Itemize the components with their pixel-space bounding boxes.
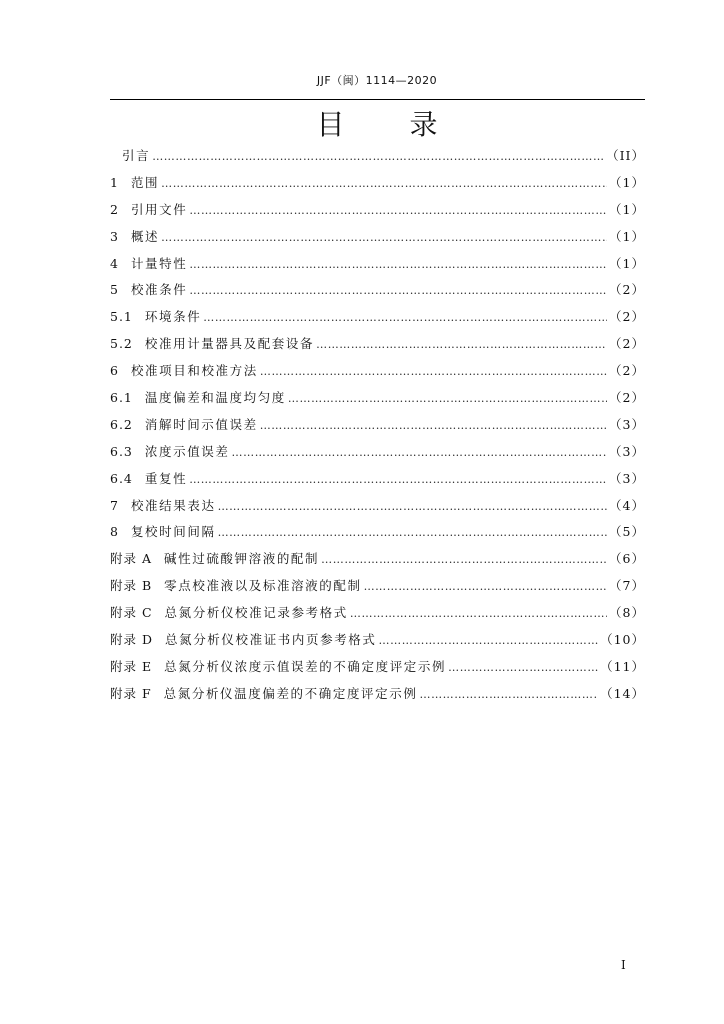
toc-entry-label: 复校时间间隔 [130, 524, 216, 540]
toc-entry-label: 引用文件 [130, 201, 188, 217]
toc-entry-label: 浓度示值误差 [144, 443, 230, 459]
toc-entry-number: 5.2 [110, 336, 133, 352]
toc-entry-page: （11） [600, 658, 645, 674]
toc-entry-page: （1） [609, 255, 645, 271]
toc-entry-number: 8 [110, 524, 119, 540]
toc-dot-leader [189, 198, 607, 225]
table-of-contents [110, 143, 645, 708]
toc-entry-8[interactable] [110, 519, 645, 546]
toc-entry-2[interactable] [110, 197, 645, 224]
toc-entry-label: 重复性 [144, 470, 188, 486]
toc-dot-leader [419, 682, 598, 709]
document-code: JJF（闽）1114—2020 [316, 74, 438, 87]
toc-entry-page: （2） [609, 282, 645, 298]
toc-dot-leader [189, 252, 607, 279]
toc-entry-page: （II） [606, 148, 645, 163]
toc-entry-page: （1） [609, 174, 645, 190]
toc-entry-3[interactable] [110, 224, 645, 251]
toc-entry-label: 环境条件 [144, 309, 202, 325]
toc-entry-6[interactable] [110, 358, 645, 385]
toc-dot-leader [161, 225, 607, 252]
toc-entry-number: 附录 D [110, 632, 153, 648]
toc-dot-leader [189, 467, 607, 494]
toc-entry-page: （2） [609, 390, 645, 406]
toc-entry-page: （2） [609, 363, 645, 379]
toc-entry-label: 总氮分析仪浓度示值误差的不确定度评定示例 [164, 658, 447, 674]
toc-entry-page: （1） [609, 201, 645, 217]
toc-dot-leader [218, 494, 607, 521]
toc-dot-leader [379, 628, 599, 655]
toc-entry-label: 校准用计量器具及配套设备 [144, 336, 315, 352]
toc-entry-5-2[interactable] [110, 331, 645, 358]
toc-dot-leader [232, 440, 608, 467]
toc-dot-leader [321, 547, 607, 574]
toc-entry-label: 温度偏差和温度均匀度 [144, 390, 286, 406]
toc-entry-label: 校准项目和校准方法 [130, 363, 258, 379]
toc-entry-5[interactable] [110, 277, 645, 304]
toc-entry-label: 校准结果表达 [130, 497, 216, 513]
toc-entry-number: 附录 A [110, 551, 153, 567]
toc-entry-label: 总氮分析仪校准证书内页参考格式 [165, 632, 377, 648]
toc-entry-page: （3） [609, 443, 645, 459]
toc-entry-number: 附录 C [110, 605, 153, 621]
toc-entry-4[interactable] [110, 251, 645, 278]
toc-entry-number: 2 [110, 201, 119, 217]
toc-entry-number: 6.3 [110, 443, 133, 459]
page-title: 目 录 [316, 108, 466, 141]
toc-entry-page: （1） [609, 228, 645, 244]
toc-entry-label: 计量特性 [130, 255, 188, 271]
toc-entry-label: 概述 [130, 228, 160, 244]
toc-entry-number: 7 [110, 497, 119, 513]
toc-entry-page: （7） [609, 578, 645, 594]
toc-entry-5-1[interactable] [110, 304, 645, 331]
toc-dot-leader [161, 171, 607, 198]
toc-entry-6-3[interactable] [110, 439, 645, 466]
toc-entry-6-1[interactable] [110, 385, 645, 412]
toc-entry-page: （4） [609, 497, 645, 513]
page-number: I [621, 958, 626, 972]
toc-dot-leader [288, 386, 607, 413]
toc-entry-6-4[interactable] [110, 466, 645, 493]
toc-entry-label: 范围 [130, 174, 160, 190]
toc-entry-appendix-c[interactable] [110, 600, 645, 627]
toc-entry-label: 消解时间示值误差 [144, 416, 258, 432]
toc-entry-page: （3） [609, 416, 645, 432]
toc-entry-number: 4 [110, 255, 119, 271]
toc-entry-label: 零点校准液以及标准溶液的配制 [164, 578, 362, 594]
toc-entry-page: （10） [600, 632, 645, 648]
toc-entry-number: 5 [110, 282, 119, 298]
toc-entry-number: 6.2 [110, 416, 133, 432]
toc-dot-leader [203, 305, 607, 332]
toc-entry-number: 3 [110, 228, 119, 244]
toc-entry-number: 附录 B [110, 578, 153, 594]
toc-entry-appendix-d[interactable] [110, 627, 645, 654]
toc-entry-label: 总氮分析仪温度偏差的不确定度评定示例 [163, 685, 418, 701]
toc-entry-page: （5） [609, 524, 645, 540]
header-divider [110, 99, 645, 100]
toc-entry-foreword[interactable] [110, 143, 645, 170]
toc-dot-leader [218, 520, 607, 547]
toc-entry-6-2[interactable] [110, 412, 645, 439]
toc-dot-leader [260, 359, 607, 386]
toc-entry-label: 引言 [122, 148, 151, 163]
toc-entry-number: 附录 E [110, 658, 153, 674]
toc-entry-page: （14） [600, 685, 645, 701]
toc-entry-label: 总氮分析仪校准记录参考格式 [164, 605, 348, 621]
toc-entry-appendix-b[interactable] [110, 573, 645, 600]
toc-entry-appendix-e[interactable] [110, 654, 645, 681]
toc-entry-page: （2） [609, 336, 645, 352]
toc-dot-leader [350, 601, 607, 628]
toc-entry-number: 附录 F [110, 685, 152, 701]
toc-entry-1[interactable] [110, 170, 645, 197]
toc-entry-page: （6） [609, 551, 645, 567]
toc-entry-page: （3） [609, 470, 645, 486]
toc-entry-page: （8） [609, 605, 645, 621]
toc-dot-leader [316, 332, 607, 359]
toc-entry-label: 校准条件 [130, 282, 188, 298]
toc-entry-appendix-f[interactable] [110, 681, 645, 708]
toc-dot-leader [448, 655, 598, 682]
toc-entry-number: 1 [110, 174, 119, 190]
toc-entry-page: （2） [609, 309, 645, 325]
toc-entry-number: 6.4 [110, 470, 133, 486]
toc-dot-leader [152, 144, 604, 171]
toc-dot-leader [189, 278, 607, 305]
toc-entry-number: 6 [110, 363, 119, 379]
toc-dot-leader [260, 413, 607, 440]
toc-entry-number: 5.1 [110, 309, 133, 325]
toc-entry-appendix-a[interactable] [110, 546, 645, 573]
toc-entry-number: 6.1 [110, 390, 133, 406]
toc-entry-7[interactable] [110, 493, 645, 520]
toc-entry-label: 碱性过硫酸钾溶液的配制 [164, 551, 320, 567]
toc-dot-leader [364, 574, 607, 601]
